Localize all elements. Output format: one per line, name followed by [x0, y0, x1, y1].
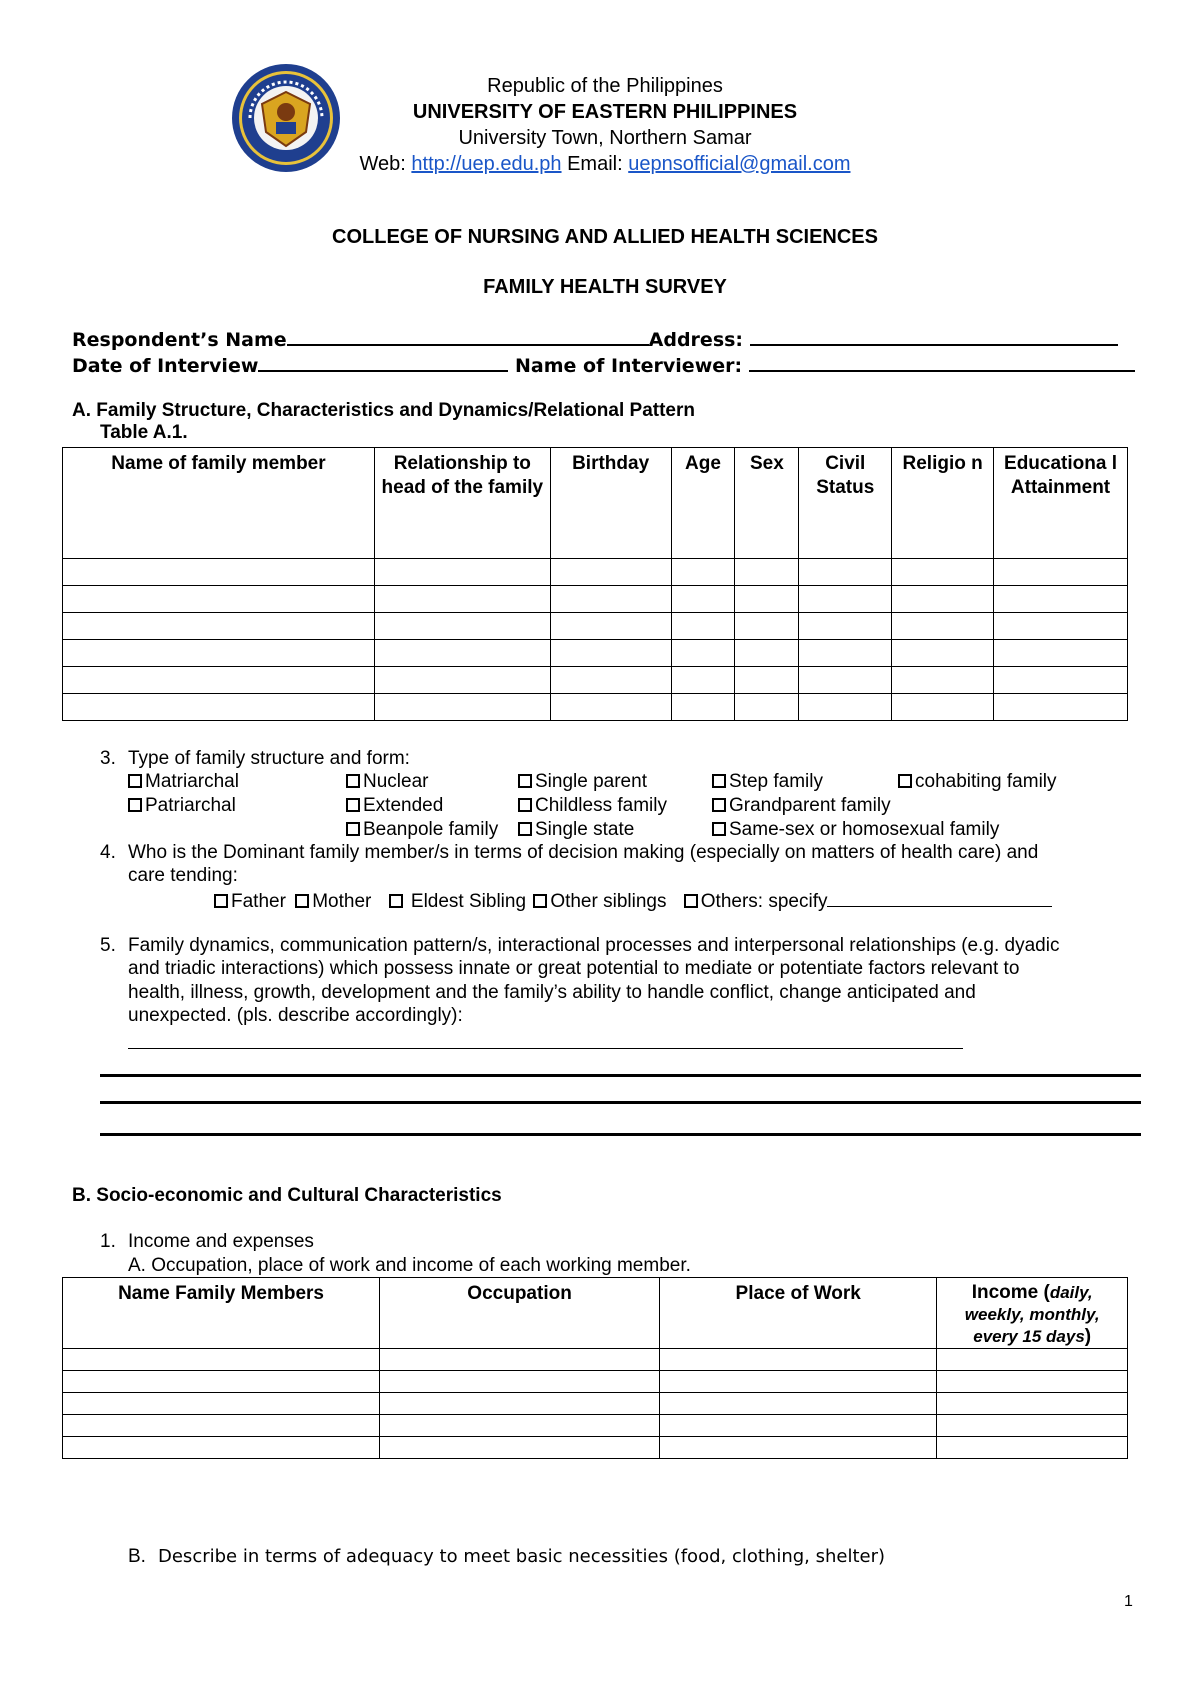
table-a1-label: Table A.1.: [100, 422, 188, 443]
checkbox-icon[interactable]: [684, 894, 698, 908]
item5-number: 5.: [100, 935, 116, 956]
checkbox-icon[interactable]: [128, 774, 142, 788]
table-row[interactable]: [63, 613, 1128, 640]
item5-line-4: unexpected. (pls. describe accordingly):: [128, 1005, 463, 1026]
sub-a-text: A. Occupation, place of work and income of each working member.: [128, 1255, 691, 1276]
sub-b-text: Describe in terms of adequacy to meet basic necessities (food, clothing, shelter): [158, 1546, 886, 1567]
answer-line[interactable]: [100, 1133, 1141, 1136]
checkbox-icon[interactable]: [346, 774, 360, 788]
option-single-state[interactable]: Single state: [518, 818, 634, 842]
page-number: 1: [1124, 1593, 1133, 1610]
section-a-title: A. Family Structure, Characteristics and Dynamics/Relational Pattern: [72, 400, 695, 421]
option-patriarchal[interactable]: Patriarchal: [128, 794, 236, 818]
col-age: Age: [671, 448, 735, 559]
table-row[interactable]: [63, 667, 1128, 694]
republic-line: Republic of the Philippines: [487, 75, 723, 97]
col-education: Educationa l Attainment: [994, 448, 1128, 559]
table-row[interactable]: [63, 694, 1128, 721]
sub-b-letter: B.: [128, 1546, 146, 1567]
respondent-name-field[interactable]: [287, 326, 649, 346]
item5-line-3: health, illness, growth, development and the family’s ability to handle conflict, change anticipated and: [128, 982, 976, 1003]
survey-title: FAMILY HEALTH SURVEY: [483, 276, 727, 298]
checkbox-icon[interactable]: [346, 798, 360, 812]
checkbox-icon[interactable]: [712, 798, 726, 812]
checkbox-icon[interactable]: [346, 822, 360, 836]
option-eldest-sibling[interactable]: Eldest Sibling: [389, 891, 526, 912]
item4-number: 4.: [100, 842, 116, 863]
table-row[interactable]: [63, 1415, 1128, 1437]
date-field[interactable]: [258, 352, 508, 372]
checkbox-icon[interactable]: [295, 894, 309, 908]
option-father[interactable]: Father: [214, 891, 286, 912]
date-label: Date of Interview: [72, 355, 259, 377]
table-header-row: [63, 448, 1128, 559]
income-table: [62, 1277, 1128, 1459]
answer-line[interactable]: [100, 1101, 1141, 1104]
option-single-parent[interactable]: Single parent: [518, 770, 647, 794]
col-name: Name of family member: [63, 448, 375, 559]
col-religion: Religio n: [892, 448, 994, 559]
checkbox-icon[interactable]: [518, 798, 532, 812]
interview-row: [72, 352, 1135, 377]
item1-text: Income and expenses: [128, 1231, 314, 1252]
answer-line[interactable]: [100, 1074, 1141, 1077]
option-other-siblings[interactable]: Other siblings: [533, 891, 666, 912]
email-link[interactable]: uepnsofficial@gmail.com: [628, 153, 851, 175]
item4-options: [214, 888, 1052, 914]
item4-text-cont: care tending:: [128, 865, 238, 886]
email-label: Email:: [561, 153, 629, 175]
university-town: University Town, Northern Samar: [458, 127, 752, 149]
checkbox-icon[interactable]: [518, 774, 532, 788]
item5-answer-line[interactable]: [128, 1048, 963, 1049]
web-link[interactable]: http://uep.edu.ph: [411, 153, 562, 175]
university-name: UNIVERSITY OF EASTERN PHILIPPINES: [412, 101, 798, 123]
respondent-row: [72, 326, 1118, 351]
checkbox-icon[interactable]: [214, 894, 228, 908]
interviewer-label: Name of Interviewer:: [515, 355, 743, 377]
table-row[interactable]: [63, 559, 1128, 586]
address-label: Address:: [648, 329, 744, 351]
table-header-row: [63, 1278, 1128, 1349]
option-cohabiting-family[interactable]: cohabiting family: [898, 770, 1057, 794]
col-occupation: Occupation: [380, 1278, 660, 1349]
checkbox-icon[interactable]: [128, 798, 142, 812]
table-row[interactable]: [63, 586, 1128, 613]
item5-line-2: and triadic interactions) which possess innate or great potential to mediate or potentiate factors relevant to: [128, 958, 1020, 979]
checkbox-icon[interactable]: [389, 894, 403, 908]
family-members-table: [62, 447, 1128, 721]
interviewer-field[interactable]: [749, 352, 1135, 372]
checkbox-icon[interactable]: [712, 774, 726, 788]
col-place-of-work: Place of Work: [660, 1278, 937, 1349]
checkbox-icon[interactable]: [533, 894, 547, 908]
col-family-member: Name Family Members: [63, 1278, 380, 1349]
item4-text: Who is the Dominant family member/s in terms of decision making (especially on matters of health care) and: [128, 842, 1039, 863]
checkbox-icon[interactable]: [898, 774, 912, 788]
option-others-specify[interactable]: Others: specify: [684, 891, 1053, 912]
col-relationship: Relationship to head of the family: [374, 448, 550, 559]
option-matriarchal[interactable]: Matriarchal: [128, 770, 239, 794]
contact-line: [0, 151, 1200, 177]
item3-number: 3.: [100, 748, 116, 769]
respondent-label: Respondent’s Name: [72, 329, 287, 351]
others-specify-field[interactable]: [827, 888, 1052, 907]
item5-line-1: Family dynamics, communication pattern/s, interactional processes and interpersonal relationships (e.g. dyadic: [128, 935, 1060, 956]
college-title: COLLEGE OF NURSING AND ALLIED HEALTH SCIENCES: [332, 226, 878, 248]
col-birthday: Birthday: [550, 448, 671, 559]
col-civil-status: Civil Status: [799, 448, 892, 559]
option-nuclear[interactable]: Nuclear: [346, 770, 428, 794]
option-extended[interactable]: Extended: [346, 794, 443, 818]
checkbox-icon[interactable]: [712, 822, 726, 836]
col-income: Income (daily, weekly, monthly, every 15 days): [937, 1278, 1128, 1349]
section-b-title: B. Socio-economic and Cultural Characteristics: [72, 1185, 502, 1206]
option-mother[interactable]: Mother: [295, 891, 371, 912]
option-childless-family[interactable]: Childless family: [518, 794, 667, 818]
table-row[interactable]: [63, 1349, 1128, 1371]
option-grandparent-family[interactable]: Grandparent family: [712, 794, 891, 818]
table-row[interactable]: [63, 640, 1128, 667]
table-row[interactable]: [63, 1437, 1128, 1459]
checkbox-icon[interactable]: [518, 822, 532, 836]
item3-text: Type of family structure and form:: [128, 748, 410, 769]
option-beanpole-family[interactable]: Beanpole family: [346, 818, 498, 842]
address-field[interactable]: [750, 326, 1118, 346]
web-label: Web:: [359, 153, 412, 175]
table-row[interactable]: [63, 1371, 1128, 1393]
table-row[interactable]: [63, 1393, 1128, 1415]
option-same-sex-family[interactable]: Same-sex or homosexual family: [712, 818, 999, 842]
item1-number: 1.: [100, 1231, 116, 1252]
option-step-family[interactable]: Step family: [712, 770, 823, 794]
col-sex: Sex: [735, 448, 799, 559]
